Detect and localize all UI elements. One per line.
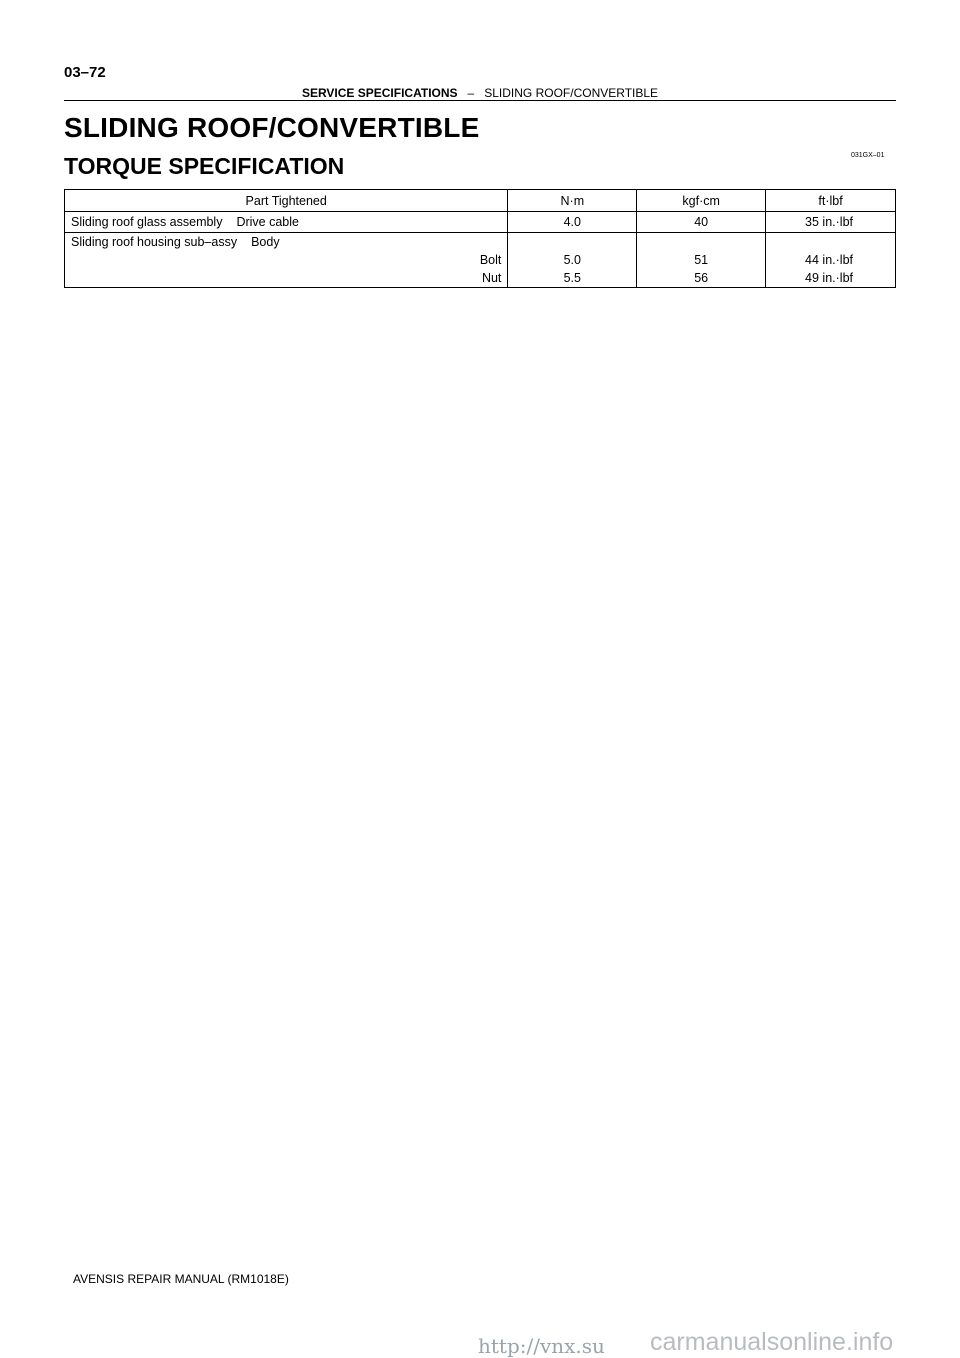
kgfcm-cell: 40 xyxy=(637,212,766,233)
nm-cell xyxy=(508,233,637,288)
document-code: 031GX–01 xyxy=(851,152,885,159)
part-name-2: Body xyxy=(251,235,280,249)
fastener-bolt: Bolt xyxy=(479,253,502,267)
ftlbf-bolt: 44 in.·lbf xyxy=(805,253,853,267)
col-header-ftlbf: ft·lbf xyxy=(766,190,896,212)
col-header-kgfcm: kgf·cm xyxy=(637,190,766,212)
header-separator: – xyxy=(467,86,475,100)
kgfcm-nut: 56 xyxy=(694,271,709,285)
header-subsection: SLIDING ROOF/CONVERTIBLE xyxy=(484,86,659,100)
kgfcm-bolt: 51 xyxy=(694,253,709,267)
kgfcm-cell xyxy=(637,233,766,288)
running-header xyxy=(64,86,896,100)
part-cell xyxy=(65,233,508,288)
table-row xyxy=(65,212,896,233)
table-header-row xyxy=(65,190,896,212)
header-rule xyxy=(64,100,896,101)
ftlbf-cell xyxy=(766,233,896,288)
page-title: SLIDING ROOF/CONVERTIBLE xyxy=(64,112,480,143)
page-number: 03–72 xyxy=(64,64,106,81)
header-section: SERVICE SPECIFICATIONS xyxy=(301,86,458,100)
part-cell xyxy=(65,212,508,233)
fastener-nut: Nut xyxy=(481,271,502,285)
table-row xyxy=(65,233,896,288)
nm-cell: 4.0 xyxy=(508,212,637,233)
nm-nut: 5.5 xyxy=(563,271,581,285)
col-header-part: Part Tightened xyxy=(65,190,508,212)
part-name: Sliding roof glass assembly xyxy=(71,215,223,229)
footer-manual-id: AVENSIS REPAIR MANUAL (RM1018E) xyxy=(73,1272,289,1286)
section-title: TORQUE SPECIFICATION xyxy=(64,153,345,179)
ftlbf-cell: 35 in.·lbf xyxy=(766,212,896,233)
watermark-link: http://vnx.su xyxy=(478,1334,605,1358)
part-name: Sliding roof housing sub–assy xyxy=(71,235,238,249)
part-name-2: Drive cable xyxy=(236,215,299,229)
ftlbf-nut: 49 in.·lbf xyxy=(805,271,853,285)
col-header-nm: N·m xyxy=(508,190,637,212)
torque-spec-table xyxy=(64,189,896,288)
nm-bolt: 5.0 xyxy=(563,253,581,267)
site-watermark: carmanualsonline.info xyxy=(650,1328,894,1356)
